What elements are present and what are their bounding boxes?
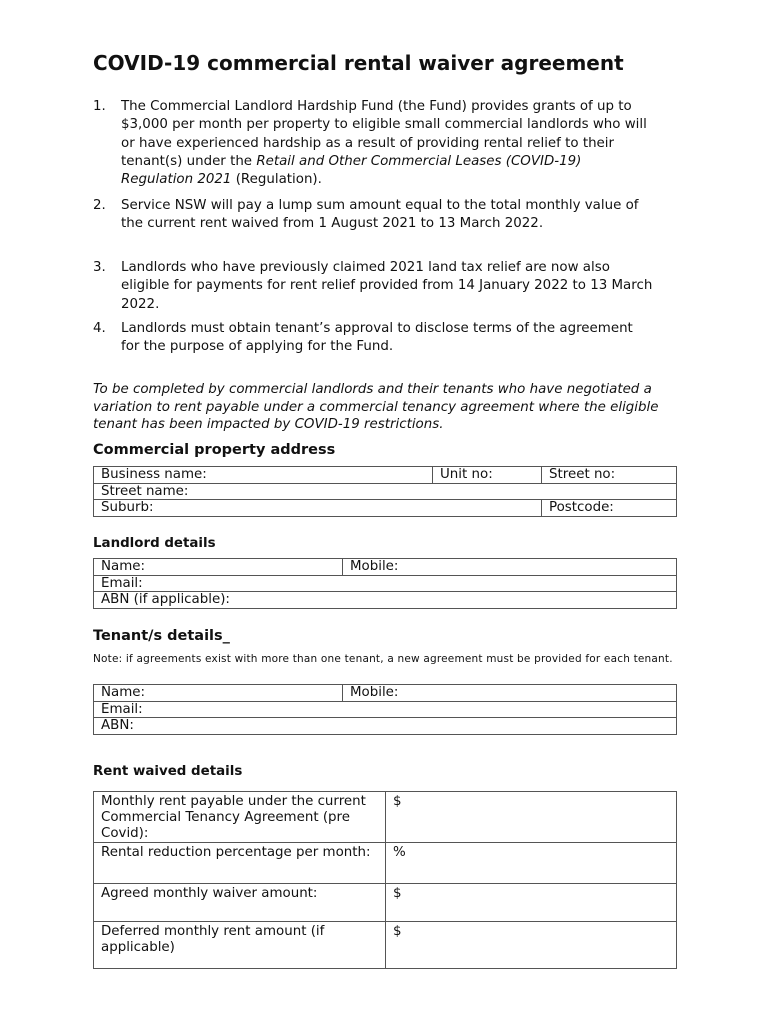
unit-no-field[interactable]: Unit no: [433, 467, 542, 484]
list-item [93, 320, 653, 357]
monthly-rent-field[interactable]: $ [386, 792, 677, 843]
rent-label: Rental reduction percentage per month: [94, 843, 386, 884]
rent-label: Agreed monthly waiver amount: [94, 884, 386, 922]
tenant-table [93, 684, 677, 735]
address-table [93, 466, 677, 517]
item-text: Landlords who have previously claimed 2021 land tax relief are now also eligible for payments for rent relief provided from 14 January 2022 to 13 March 2022. [121, 260, 653, 312]
landlord-abn-field[interactable]: ABN (if applicable): [94, 592, 677, 609]
business-name-field[interactable]: Business name: [94, 467, 433, 484]
landlord-name-field[interactable]: Name: [94, 559, 343, 576]
landlord-mobile-field[interactable]: Mobile: [343, 559, 677, 576]
rent-table [93, 791, 677, 969]
rent-label: Monthly rent payable under the current Commercial Tenancy Agreement (pre Covid): [94, 792, 386, 843]
reduction-percentage-field[interactable]: % [386, 843, 677, 884]
landlord-heading: Landlord details [93, 536, 216, 551]
page-title: COVID-19 commercial rental waiver agreement [93, 51, 624, 75]
rent-heading: Rent waived details [93, 764, 243, 779]
deferred-rent-field[interactable]: $ [386, 922, 677, 969]
tenant-email-field[interactable]: Email: [94, 701, 677, 718]
waiver-amount-field[interactable]: $ [386, 884, 677, 922]
list-item [93, 197, 653, 234]
item-text-part: (Regulation). [231, 172, 322, 188]
postcode-field[interactable]: Postcode: [542, 500, 677, 517]
landlord-table [93, 558, 677, 609]
list-item [93, 259, 653, 314]
tenant-abn-field[interactable]: ABN: [94, 718, 677, 735]
item-text: Service NSW will pay a lump sum amount equal to the total monthly value of the current rent waived from 1 August 2021 to 13 March 2022. [121, 198, 639, 232]
item-text-part: The Commercial Landlord Hardship Fund (the Fund) provides grants of up to $3,000 per month per property to eligible small commercial landlords who will or have experienced hardship as a result of providing rental relief to their tenant(s) under the [121, 99, 647, 169]
street-no-field[interactable]: Street no: [542, 467, 677, 484]
item-number: 1. [93, 99, 106, 114]
item-text: Landlords must obtain tenant’s approval to disclose terms of the agreement for the purpose of applying for the Fund. [121, 321, 633, 355]
regulation-title: Retail and Other Commercial Leases (COVID-19) Regulation 2021 [121, 153, 582, 188]
landlord-email-field[interactable]: Email: [94, 575, 677, 592]
tenant-name-field[interactable]: Name: [94, 685, 343, 702]
item-number: 3. [93, 260, 106, 275]
item-number: 2. [93, 198, 106, 213]
tenant-note: Note: if agreements exist with more than one tenant, a new agreement must be provided for each tenant. [93, 653, 673, 665]
tenant-heading: Tenant/s details_ [93, 628, 230, 644]
item-number: 4. [93, 321, 106, 336]
rent-label: Deferred monthly rent amount (if applicable) [94, 922, 386, 969]
item-text [121, 98, 653, 189]
street-name-field[interactable]: Street name: [94, 483, 677, 500]
intro-text: To be completed by commercial landlords and their tenants who have negotiated a variation to rent payable under a commercial tenancy agreement where the eligible tenant has been impacted by COVID-19 restrictions. [93, 382, 659, 432]
address-heading: Commercial property address [93, 442, 336, 458]
suburb-field[interactable]: Suburb: [94, 500, 542, 517]
tenant-mobile-field[interactable]: Mobile: [343, 685, 677, 702]
list-item [93, 98, 653, 189]
